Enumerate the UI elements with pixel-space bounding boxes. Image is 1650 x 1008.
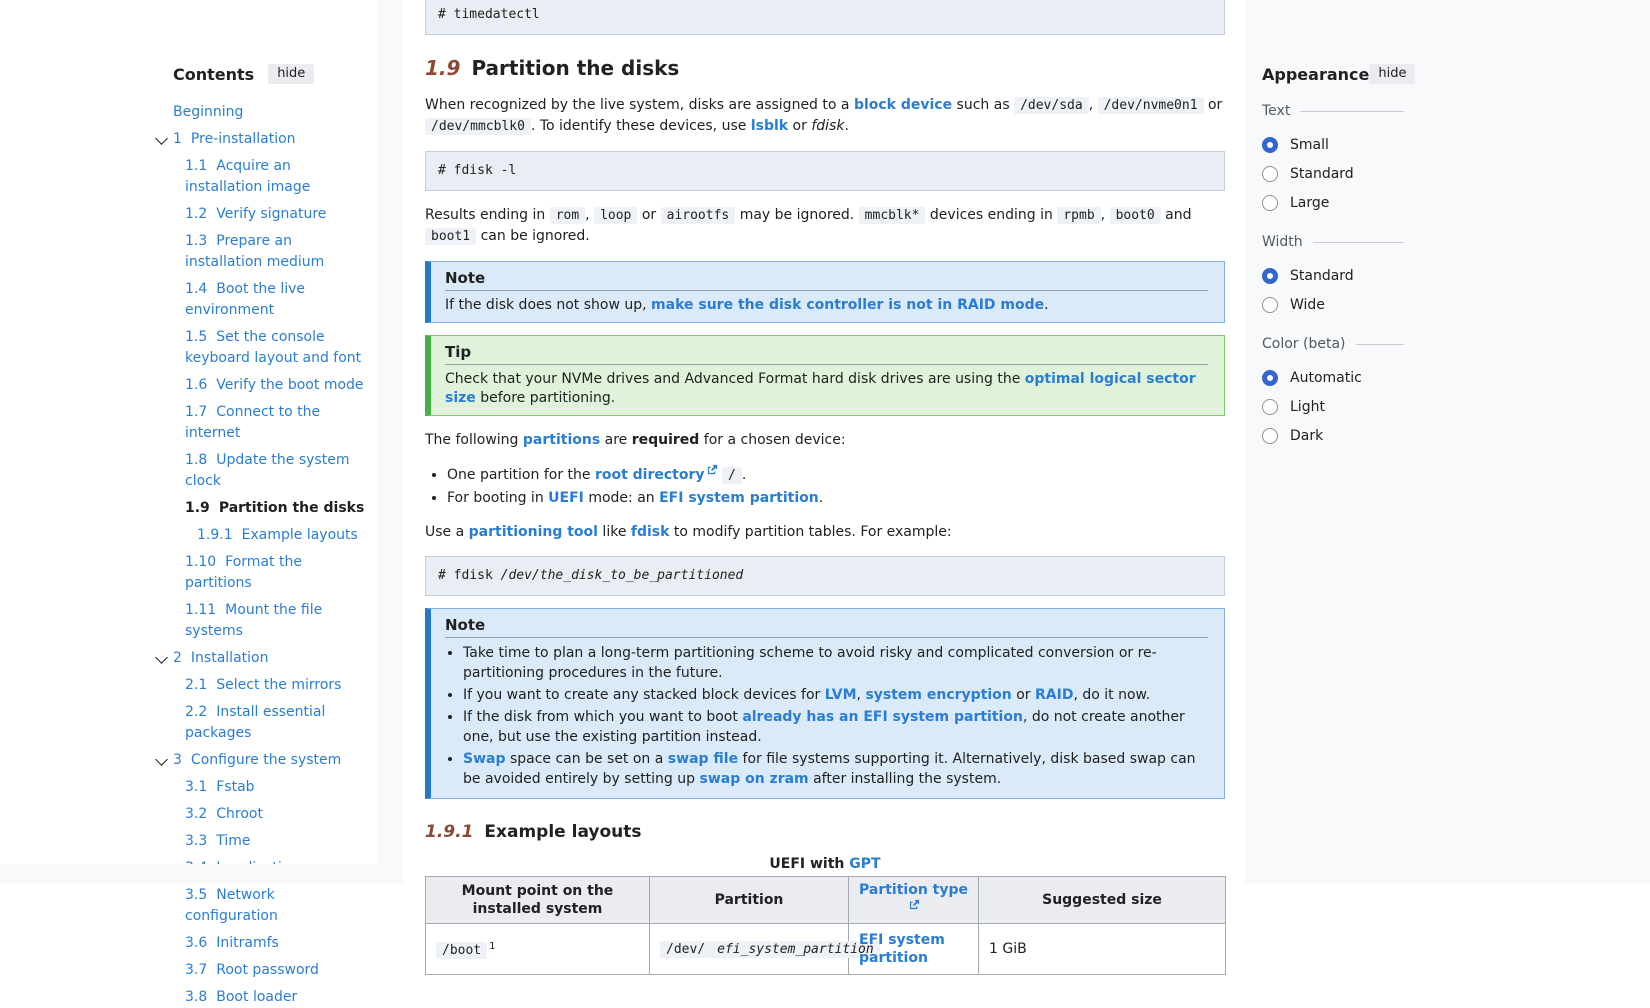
toc-item-label: Set the console keyboard layout and font [185, 329, 362, 366]
toc-item-number: 2.2 [185, 704, 208, 720]
table-header-cell [849, 877, 979, 924]
divider [1356, 344, 1405, 345]
appearance-panel [1262, 62, 1407, 450]
toc-item-1.10[interactable] [185, 552, 371, 594]
toc-item-number: 2 [173, 650, 182, 666]
right-rail [1245, 0, 1650, 884]
paragraph-use-tool: Use a partitioning tool like fdisk to modify partition tables. For example: [425, 524, 952, 540]
toc-item-3.7[interactable] [185, 960, 371, 981]
appearance-section-label [1262, 233, 1394, 251]
chevron-down-icon[interactable] [155, 132, 168, 145]
section-number: 1.9 [425, 56, 461, 80]
toc-item-label: Acquire an installation image [185, 158, 311, 195]
toc-item-number: 1.1 [185, 158, 208, 174]
toc-item-label: Install essential packages [185, 704, 326, 741]
tip-title: Tip [445, 343, 472, 361]
toc-item-1.2[interactable] [185, 204, 371, 225]
toc-item-number: 1.4 [185, 281, 208, 297]
inline-code: /boot [436, 942, 487, 959]
inline-code: /dev/nvme0n1 [1098, 97, 1204, 114]
inline-code: mmcblk* [859, 207, 926, 224]
toc-item-label: Fstab [216, 779, 255, 795]
subsection-number: 1.9.1 [425, 822, 474, 842]
note-body: If the disk does not show up, make sure the disk controller is not in RAID mode. [445, 297, 1049, 313]
table-body [426, 924, 1226, 975]
table-cell: 1 GiB [979, 924, 1226, 975]
inline-code: /dev/mmcblk0 [425, 118, 531, 135]
list-item: • Swap space can be set on a swap file for file systems supporting it. Alternatively, disk based swap can be avoided entirely by setting up swap on zram after installing the system. [463, 749, 1208, 789]
toc-item-number: 3.1 [185, 779, 208, 795]
appearance-header [1262, 62, 1407, 86]
list-item: • Take time to plan a long-term partitioning scheme to avoid risky and complicated conversion or re-partitioning procedures in the future. [463, 643, 1208, 683]
example-layout-table [425, 876, 1226, 975]
table-caption: UEFI with GPT [769, 856, 881, 872]
toc-item-number: 3.8 [185, 989, 208, 1005]
toc-item-number: 1.11 [185, 602, 217, 618]
list-item: • One partition for the root directory / . [447, 464, 1225, 486]
list-item: • For booting in UEFI mode: an EFI system partition. [447, 488, 1225, 508]
toc-bottom-band [0, 864, 377, 884]
table-header-cell: Partition [650, 877, 849, 924]
toc-item-1.9.1[interactable] [197, 525, 371, 546]
appearance-title: Appearance [1262, 64, 1370, 84]
toc-item-2[interactable] [173, 648, 371, 669]
tip-body: Check that your NVMe drives and Advanced Format hard disk drives are using the optimal logical sector size before partitioning. [445, 371, 1196, 406]
toc-item-label: Configure the system [190, 752, 342, 768]
toc-item-3[interactable] [173, 750, 371, 771]
toc-item-label: Network configuration [185, 887, 278, 924]
toc-item-label: Chroot [216, 806, 263, 822]
toc-item-number: 1 [173, 131, 182, 147]
paragraph-device-recognition: When recognized by the live system, disks are assigned to a block device such as /dev/sda , /dev/nvme0n1 or /dev/mmcblk0 . To identify these devices, use lsblk or fdisk. [425, 97, 1223, 134]
table-cell [849, 924, 979, 975]
toc-item-label: Root password [216, 962, 319, 978]
wiki-link[interactable]: UEFI [548, 490, 584, 506]
toc-item-number: 1.3 [185, 233, 208, 249]
radio-option-label: Dark [1290, 427, 1324, 444]
radio-option-label: Wide [1290, 296, 1325, 313]
radio-option-label: Small [1290, 136, 1329, 153]
toc-item-number: 1.9 [185, 500, 210, 516]
appearance-section-title: Width [1262, 234, 1303, 250]
radio-button-icon[interactable] [1262, 137, 1278, 153]
toc-item-number: 3 [173, 752, 182, 768]
inline-code: efi_system_partition [711, 941, 880, 958]
radio-option-large[interactable] [1262, 188, 1394, 217]
wiki-link[interactable]: lsblk [750, 118, 789, 134]
required-partitions-list [425, 464, 1225, 508]
radio-option-label: Standard [1290, 267, 1354, 284]
radio-option-light[interactable] [1262, 392, 1394, 421]
toc-item-number: 1.9.1 [197, 527, 233, 543]
subsection-title: Example layouts [484, 822, 642, 842]
inline-code: rom [550, 207, 585, 224]
radio-button-icon[interactable] [1262, 399, 1278, 415]
note-title: Note [445, 616, 486, 634]
toc-item-label: Initramfs [216, 935, 279, 951]
code-block-fdisk-disk: # fdisk /dev/the_disk_to_be_partitioned [425, 556, 1225, 596]
note-title: Note [445, 269, 486, 287]
divider [445, 364, 1208, 365]
wiki-link[interactable]: swap on zram [699, 771, 809, 787]
toc-item-label: Boot loader [216, 989, 298, 1005]
toc-item-3.3[interactable] [185, 831, 371, 852]
toc-item-label: Select the mirrors [216, 677, 342, 693]
toc-item-number: 2.1 [185, 677, 208, 693]
subsection-heading [425, 821, 1225, 843]
radio-option-dark[interactable] [1262, 421, 1394, 450]
wiki-link[interactable]: make sure the disk controller is not in RAID mode [651, 297, 1045, 313]
toc-item-label: Format the partitions [185, 554, 302, 591]
inline-code: / [722, 467, 742, 484]
toc-item-3.6[interactable] [185, 933, 371, 954]
toc-item-label: Verify signature [216, 206, 327, 222]
table-cell [426, 924, 650, 975]
wiki-link[interactable]: optimal logical sector size [445, 371, 1196, 406]
paragraph-following: The following partitions are required for a chosen device: [425, 432, 846, 448]
radio-button-icon[interactable] [1262, 297, 1278, 313]
toc-item-label: Pre-installation [190, 131, 296, 147]
wiki-link[interactable]: system encryption [865, 687, 1012, 703]
code-block-timedatectl: # timedatectl [425, 0, 1225, 35]
table-header-cell: Mount point on the installed system [426, 877, 650, 924]
wiki-link[interactable]: RAID [1035, 687, 1074, 703]
tip-box [425, 335, 1225, 416]
table-of-contents-panel [0, 0, 377, 1005]
toc-item-3.5[interactable] [185, 885, 371, 927]
radio-option-standard[interactable] [1262, 261, 1394, 290]
toc-item-3.1[interactable] [185, 777, 371, 798]
toc-item-1.1[interactable] [185, 156, 371, 198]
wiki-link[interactable]: root directory [595, 467, 718, 483]
external-link-icon [707, 464, 718, 475]
column-gutter [377, 0, 403, 884]
toc-item-number: 3.2 [185, 806, 208, 822]
list-item: • If the disk from which you want to boot already has an EFI system partition, do not create another one, but use the existing partition instead. [463, 707, 1208, 747]
toc-item-label: Beginning [173, 104, 244, 120]
radio-option-small[interactable] [1262, 130, 1394, 159]
toc-item-number: 1.6 [185, 377, 208, 393]
toc-item-number: 3.3 [185, 833, 208, 849]
wiki-link[interactable]: swap file [667, 751, 739, 767]
toc-title: Contents [173, 64, 255, 84]
article-content [403, 0, 1245, 966]
paragraph-results: Results ending in rom , loop or airootfs may be ignored. mmcblk* devices ending in rpmb , boot0 and boot1 can be ignored. [425, 207, 1192, 244]
inline-code: boot1 [425, 228, 476, 245]
toc-header [173, 62, 371, 86]
wiki-link[interactable]: Partition type [859, 882, 968, 918]
wiki-link[interactable]: EFI system partition [659, 490, 819, 506]
radio-button-icon[interactable] [1262, 195, 1278, 211]
divider [1300, 111, 1404, 112]
footnote-marker: 1 [489, 940, 496, 952]
appearance-section-label [1262, 102, 1394, 120]
note-box [425, 261, 1225, 323]
toc-item-label: Mount the file systems [185, 602, 323, 639]
toc-item-label: Connect to the internet [185, 404, 321, 441]
appearance-section-title: Text [1262, 103, 1291, 119]
toc-item-3.2[interactable] [185, 804, 371, 825]
chevron-down-icon[interactable] [155, 753, 168, 766]
toc-item-number: 1.8 [185, 452, 208, 468]
table-cell [650, 924, 874, 975]
toc-item-number: 3.5 [185, 887, 208, 903]
table-header-row [426, 877, 1226, 924]
toc-item-2.1[interactable] [185, 675, 371, 696]
inline-code: loop [594, 207, 637, 224]
wiki-link[interactable]: LVM [824, 687, 857, 703]
toc-item-1.6[interactable] [185, 375, 371, 396]
inline-code: /dev/ [660, 941, 711, 958]
toc-item-1.5[interactable] [185, 327, 371, 369]
wiki-link[interactable]: fdisk [630, 524, 670, 540]
toc-item-1.7[interactable] [185, 402, 371, 444]
radio-option-standard[interactable] [1262, 159, 1394, 188]
toc-item-2.2[interactable] [185, 702, 371, 744]
inline-code: rpmb [1057, 207, 1100, 224]
radio-option-wide[interactable] [1262, 290, 1394, 319]
toc-item-number: 1.10 [185, 554, 217, 570]
toc-item-1.9[interactable] [185, 498, 371, 519]
appearance-hide-button[interactable]: hide [1369, 64, 1415, 84]
section-title: Partition the disks [471, 56, 680, 80]
toc-item-1.8[interactable] [185, 450, 371, 492]
table-row [426, 924, 1226, 975]
toc-item-number: 1.2 [185, 206, 208, 222]
toc-item-1.3[interactable] [185, 231, 371, 273]
radio-option-label: Large [1290, 194, 1330, 211]
toc-item-label: Update the system clock [185, 452, 350, 489]
table-header-cell: Suggested size [979, 877, 1226, 924]
radio-option-label: Light [1290, 398, 1325, 415]
wiki-link[interactable]: already has an EFI system partition [742, 709, 1023, 725]
toc-item-label: Prepare an installation medium [185, 233, 325, 270]
wiki-link[interactable]: partitions [522, 432, 601, 448]
radio-button-icon[interactable] [1262, 268, 1278, 284]
wiki-link[interactable]: partitioning tool [468, 524, 598, 540]
toc-item-label: Example layouts [241, 527, 358, 543]
chevron-down-icon[interactable] [155, 651, 168, 664]
toc-item-beginning[interactable] [173, 102, 371, 123]
radio-button-icon[interactable] [1262, 370, 1278, 386]
toc-item-number: 3.7 [185, 962, 208, 978]
radio-button-icon[interactable] [1262, 166, 1278, 182]
appearance-section-title: Color (beta) [1262, 336, 1346, 352]
appearance-sections [1262, 102, 1394, 450]
inline-code: /dev/sda [1014, 97, 1089, 114]
inline-code: boot0 [1110, 207, 1161, 224]
wiki-link[interactable]: EFI system partition [859, 932, 945, 966]
toc-item-number: 3.6 [185, 935, 208, 951]
toc-item-label: Installation [190, 650, 269, 666]
toc-item-label: Verify the boot mode [216, 377, 364, 393]
appearance-section-label [1262, 335, 1394, 353]
divider [1313, 242, 1404, 243]
wiki-link[interactable]: Swap [463, 751, 506, 767]
note-box [425, 608, 1225, 799]
toc-hide-button[interactable]: hide [268, 64, 314, 84]
inline-code: airootfs [661, 207, 736, 224]
radio-button-icon[interactable] [1262, 428, 1278, 444]
toc-item-1.4[interactable] [185, 279, 371, 321]
divider [445, 637, 1208, 638]
toc-item-number: 1.5 [185, 329, 208, 345]
note-list [445, 643, 1208, 789]
toc-item-1.11[interactable] [185, 600, 371, 642]
toc-item-number: 1.7 [185, 404, 208, 420]
toc-item-3.8[interactable] [185, 987, 371, 1008]
list-item: • If you want to create any stacked block devices for LVM, system encryption or RAID, do it now. [463, 685, 1208, 705]
toc-item-label: Boot the live environment [185, 281, 306, 318]
code-block-fdisk-l: # fdisk -l [425, 151, 1225, 191]
radio-option-label: Standard [1290, 165, 1354, 182]
wiki-link[interactable]: block device [853, 97, 953, 113]
radio-option-label: Automatic [1290, 369, 1362, 386]
divider [445, 290, 1208, 291]
toc-item-label: Partition the disks [218, 500, 365, 516]
toc-item-label: Time [216, 833, 251, 849]
section-heading [425, 55, 1225, 81]
toc-item-1[interactable] [173, 129, 371, 150]
wiki-link[interactable]: GPT [849, 856, 881, 872]
external-link-icon [909, 899, 920, 910]
radio-option-automatic[interactable] [1262, 363, 1394, 392]
